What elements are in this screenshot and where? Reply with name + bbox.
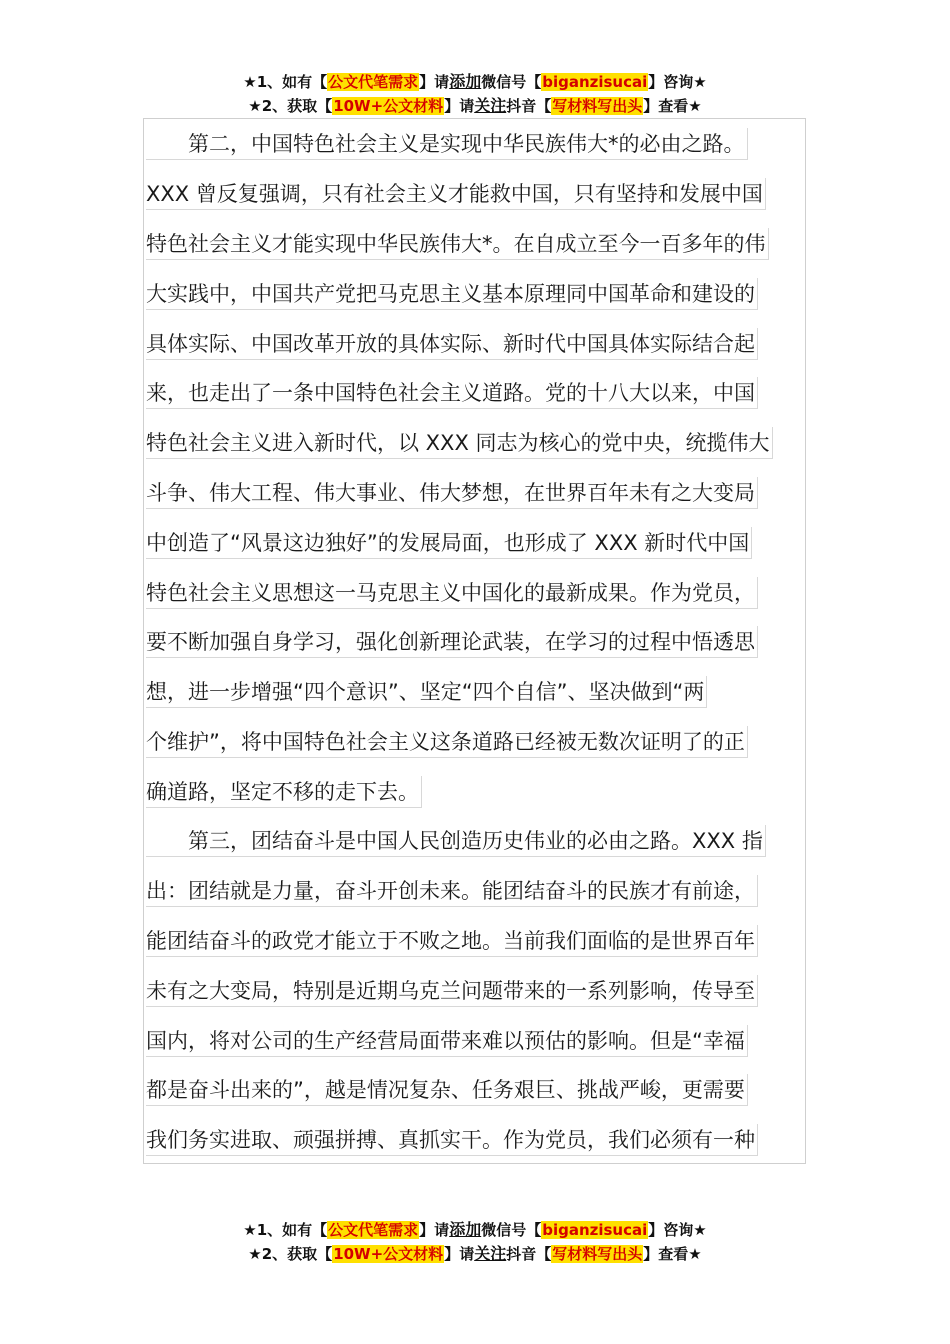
banner-underlined: 添加 <box>449 1220 482 1239</box>
text-line: 特色社会主义才能实现中华民族伟大*。在自成立至今一百多年的伟 <box>146 228 769 260</box>
text-line: 未有之大变局，特别是近期乌克兰问题带来的一系列影响，传导至 <box>146 975 758 1007</box>
banner-douyin-id: 写材料写出头 <box>552 97 643 115</box>
banner-line-2 <box>0 94 950 118</box>
footer-banner <box>0 1218 950 1266</box>
text-line: 来，也走出了一条中国特色社会主义道路。党的十八大以来，中国 <box>146 377 758 409</box>
banner-underlined: 关注 <box>474 1244 507 1263</box>
banner-text: 】请 <box>444 1245 475 1263</box>
banner-text: 抖音【 <box>506 97 552 115</box>
text-line: 中创造了“风景这边独好”的发展局面，也形成了 XXX 新时代中国 <box>146 527 752 559</box>
banner-text: 】查看★ <box>643 97 702 115</box>
text-line: 出：团结就是力量，奋斗开创未来。能团结奋斗的民族才有前途， <box>146 875 758 907</box>
banner-text: 】咨询★ <box>648 73 707 91</box>
text-line: 大实践中，中国共产党把马克思主义基本原理同中国革命和建设的 <box>146 278 758 310</box>
banner-text: 微信号【 <box>481 1221 542 1239</box>
banner-text: 】咨询★ <box>648 1221 707 1239</box>
text-line: 特色社会主义进入新时代，以 XXX 同志为核心的党中央，统揽伟大 <box>146 427 773 459</box>
banner-douyin-id: 写材料写出头 <box>552 1245 643 1263</box>
banner-line-1 <box>0 1218 950 1242</box>
banner-text: ★1、如有【 <box>243 73 328 91</box>
banner-line-2 <box>0 1242 950 1266</box>
text-line: 国内，将对公司的生产经营局面带来难以预估的影响。但是“幸福 <box>146 1025 748 1057</box>
text-line: XXX 曾反复强调，只有社会主义才能救中国，只有坚持和发展中国 <box>146 178 766 210</box>
banner-wechat-id: biganzisucai <box>542 1221 648 1239</box>
banner-text: 】请 <box>444 97 475 115</box>
text-line: 斗争、伟大工程、伟大事业、伟大梦想，在世界百年未有之大变局 <box>146 477 758 509</box>
text-line: 确道路，坚定不移的走下去。 <box>146 776 422 808</box>
banner-wechat-id: biganzisucai <box>542 73 648 91</box>
text-line: 我们务实进取、顽强拼搏、真抓实干。作为党员，我们必须有一种 <box>146 1124 758 1156</box>
banner-line-1 <box>0 70 950 94</box>
banner-underlined: 添加 <box>449 72 482 91</box>
header-banner <box>0 70 950 118</box>
banner-underlined: 关注 <box>474 96 507 115</box>
banner-highlight: 公文代笔需求 <box>328 73 419 91</box>
banner-text: 】请 <box>419 73 450 91</box>
text-line: 具体实际、中国改革开放的具体实际、新时代中国具体实际结合起 <box>146 328 758 360</box>
banner-text: 】查看★ <box>643 1245 702 1263</box>
banner-highlight: 10W+公文材料 <box>333 1245 444 1263</box>
text-line: 第二，中国特色社会主义是实现中华民族伟大*的必由之路。 <box>146 128 748 160</box>
banner-text: ★2、获取【 <box>248 97 333 115</box>
banner-text: ★1、如有【 <box>243 1221 328 1239</box>
banner-text: 微信号【 <box>481 73 542 91</box>
banner-text: ★2、获取【 <box>248 1245 333 1263</box>
text-line: 个维护”，将中国特色社会主义这条道路已经被无数次证明了的正 <box>146 726 748 758</box>
text-line: 第三，团结奋斗是中国人民创造历史伟业的必由之路。XXX 指 <box>146 825 766 857</box>
banner-text: 抖音【 <box>506 1245 552 1263</box>
text-line: 都是奋斗出来的”，越是情况复杂、任务艰巨、挑战严峻，更需要 <box>146 1074 748 1106</box>
banner-text: 】请 <box>419 1221 450 1239</box>
banner-highlight: 公文代笔需求 <box>328 1221 419 1239</box>
text-line: 想，进一步增强“四个意识”、坚定“四个自信”、坚决做到“两 <box>146 676 707 708</box>
text-line: 要不断加强自身学习，强化创新理论武装，在学习的过程中悟透思 <box>146 626 758 658</box>
text-line: 特色社会主义思想这一马克思主义中国化的最新成果。作为党员， <box>146 577 758 609</box>
banner-highlight: 10W+公文材料 <box>333 97 444 115</box>
text-line: 能团结奋斗的政党才能立于不败之地。当前我们面临的是世界百年 <box>146 925 758 957</box>
